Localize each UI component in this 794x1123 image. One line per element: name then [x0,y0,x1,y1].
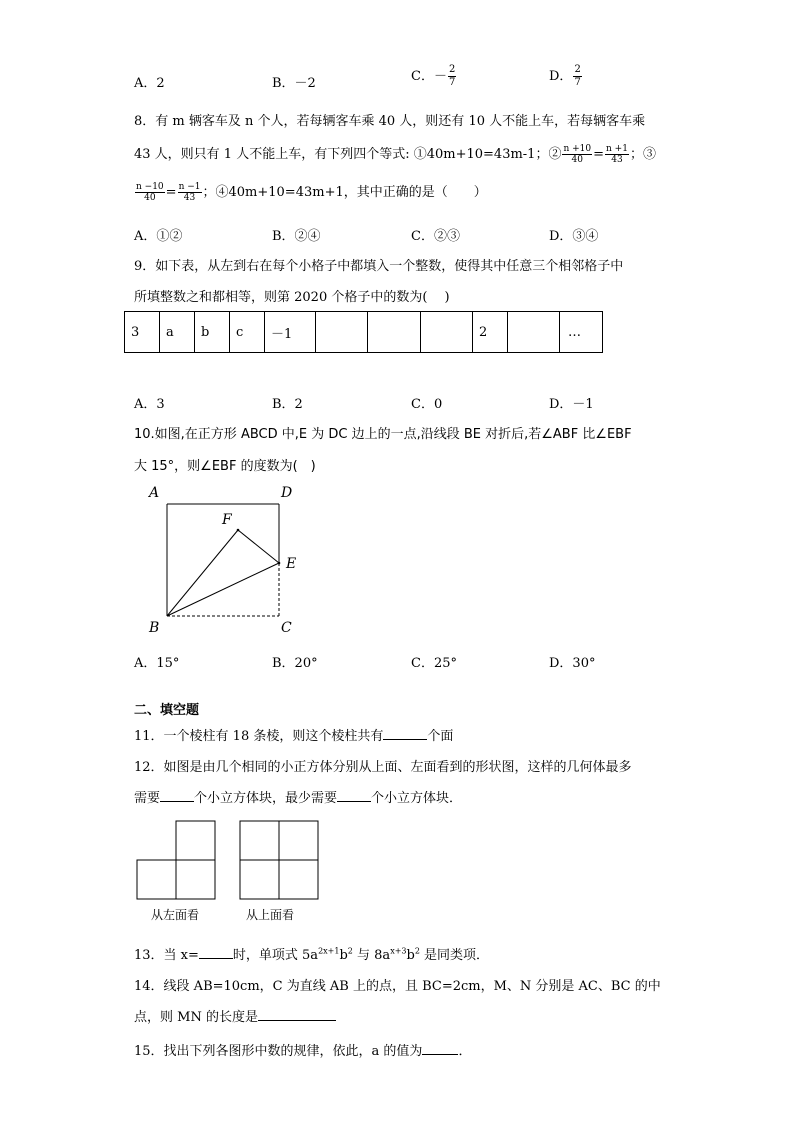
q9-number-grid [124,311,603,353]
point-f [237,529,240,532]
q8-line-2 [134,143,656,165]
q7-option-d-fraction: $\frac{2}{7}$ [574,64,581,88]
q12-text-3: 个小立方体块． [371,791,463,806]
q12-answer-blank-max[interactable] [160,800,194,802]
q7-option-c-fraction: $\frac{2}{7}$ [448,64,456,88]
q8-fraction-1: $\frac{n +10}{40}$ [563,144,592,165]
caption-left-view: 从左面看 [151,908,200,922]
q7-option-b: B．－2 [272,76,316,91]
q11-text-end: 个面 [427,729,454,744]
q13-exponent-2: 2 [347,946,353,956]
q13-text-6: 是同类项． [419,948,490,963]
q8-equals-2: = [165,185,177,200]
q14-answer-blank[interactable] [258,1019,336,1021]
grid-cell: a [160,312,195,353]
q10-line-2: 大 15°，则∠EBF 的度数为( ) [134,459,316,474]
q9-option-d: D．－1 [549,397,594,412]
q11-answer-blank[interactable] [383,738,427,740]
label-d: D [281,485,293,501]
segment-bf [167,530,238,616]
grid-cell: 3 [125,312,160,353]
q8-fraction-2: $\frac{n +1}{43}$ [606,144,628,165]
q10-line-1: 10.如图,在正方形 ABCD 中,E 为 DC 边上的一点,沿线段 BE 对折后,若∠ABF 比∠EBF [134,427,632,442]
segment-be [167,563,279,616]
q9-line-2: 所填整数之和都相等，则第 2020 个格子中的数为( ) [134,290,450,305]
label-f: F [222,512,232,528]
q13-text-5: b [406,948,415,963]
q15-line [134,1040,471,1059]
top-view-square-1 [240,821,279,860]
q9-line-1: 9．如下表，从左到右在每个小格子中都填入一个整数，使得其中任意三个相邻格子中 [134,259,624,274]
grid-cell [368,312,421,353]
q8-line-3-text: ；④40m+10=43m+1，其中正确的是（ ） [202,185,487,200]
q12-top-view-figure [237,818,327,902]
q13-text-3: b [339,948,348,963]
q8-line-1: 8．有 m 辆客车及 n 个人，若每辆客车乘 40 人，则还有 10 人不能上车，若每辆客车乘 [134,114,646,129]
q15-text: 15．找出下列各图形中数的规律，依此，a 的值为 [134,1044,423,1059]
q7-option-a: A．2 [134,76,165,91]
section-2-title: 二、填空题 [134,703,200,718]
grid-cell: 2 [473,312,508,353]
label-c: C [281,620,292,636]
q13-text-2: 时，单项式 5a [232,948,319,963]
caption-top-view: 从上面看 [246,908,295,922]
q7-option-c [411,64,457,89]
grid-cell: c [230,312,265,353]
q7-option-d [549,64,583,89]
q10-square-figure [140,478,310,643]
q7-option-c-prefix: C．－ [411,69,447,84]
label-e: E [286,556,297,572]
q8-equals-1: = [593,147,605,162]
q12-left-view-figure [134,818,224,902]
q8-fraction-4: $\frac{n -1}{43}$ [178,182,201,203]
grid-cell: … [560,312,603,353]
left-view-square-bottom-left [137,860,176,899]
point-e [278,562,281,565]
grid-cell [508,312,560,353]
q9-option-b: B．2 [272,397,303,412]
left-view-square-top [176,821,215,860]
top-view-square-4 [279,860,318,899]
q11-text: 11．一个棱柱有 18 条棱，则这个棱柱共有 [134,729,384,744]
q15-answer-blank[interactable] [422,1053,458,1055]
label-b: B [149,620,160,636]
q14-line-2 [134,1006,336,1025]
grid-cell [421,312,473,353]
q13-exponent-4: 2 [414,946,420,956]
q8-fraction-3: $\frac{n -10}{40}$ [136,182,164,203]
q13-exponent-3: x+3 [390,946,407,956]
q13-answer-blank[interactable] [199,957,233,959]
grid-cell: －1 [265,312,316,353]
q8-line-3 [134,181,487,203]
segment-fe [238,530,279,563]
q12-line-1: 12．如图是由几个相同的小正方体分别从上面、左面看到的形状图，这样的几何体最多 [134,760,632,775]
left-view-square-bottom-right [176,860,215,899]
q13-text-4: 与 8a [352,948,391,963]
q15-text-end: ． [458,1044,472,1059]
q12-line-2 [134,787,462,806]
q8-option-c: C．②③ [411,229,460,244]
q13-text-1: 13．当 x= [134,948,199,963]
q12-answer-blank-min[interactable] [337,800,371,802]
q7-option-d-prefix: D． [549,69,573,84]
q10-option-b: B．20° [272,656,318,671]
grid-cell: b [195,312,230,353]
q10-option-c: C．25° [411,656,457,671]
q9-option-c: C．0 [411,397,443,412]
top-view-square-3 [240,860,279,899]
q12-text-1: 需要 [134,791,161,806]
q8-line-2-text: 43 人，则只有 1 人不能上车，有下列四个等式: ①40m+10=43m-1；② [134,147,562,162]
q10-option-d: D．30° [549,656,596,671]
q14-text: 点，则 MN 的长度是 [134,1010,258,1025]
q8-line-2-tail: ；③ [629,147,656,162]
q8-option-b: B．②④ [272,229,321,244]
q13-exponent-1: 2x+1 [318,946,340,956]
label-a: A [149,485,160,501]
q10-option-a: A．15° [134,656,180,671]
q12-text-2: 个小立方体块，最少需要 [194,791,338,806]
q11-line [134,725,453,744]
q8-option-d: D．③④ [549,229,599,244]
q14-line-1: 14．线段 AB=10cm，C 为直线 AB 上的点，且 BC=2cm，M、N 分别是 AC、BC 的中 [134,979,661,994]
q8-option-a: A．①② [134,229,183,244]
q9-option-a: A．3 [134,397,165,412]
grid-cell [316,312,368,353]
top-view-square-2 [279,821,318,860]
q13-line [134,944,489,963]
